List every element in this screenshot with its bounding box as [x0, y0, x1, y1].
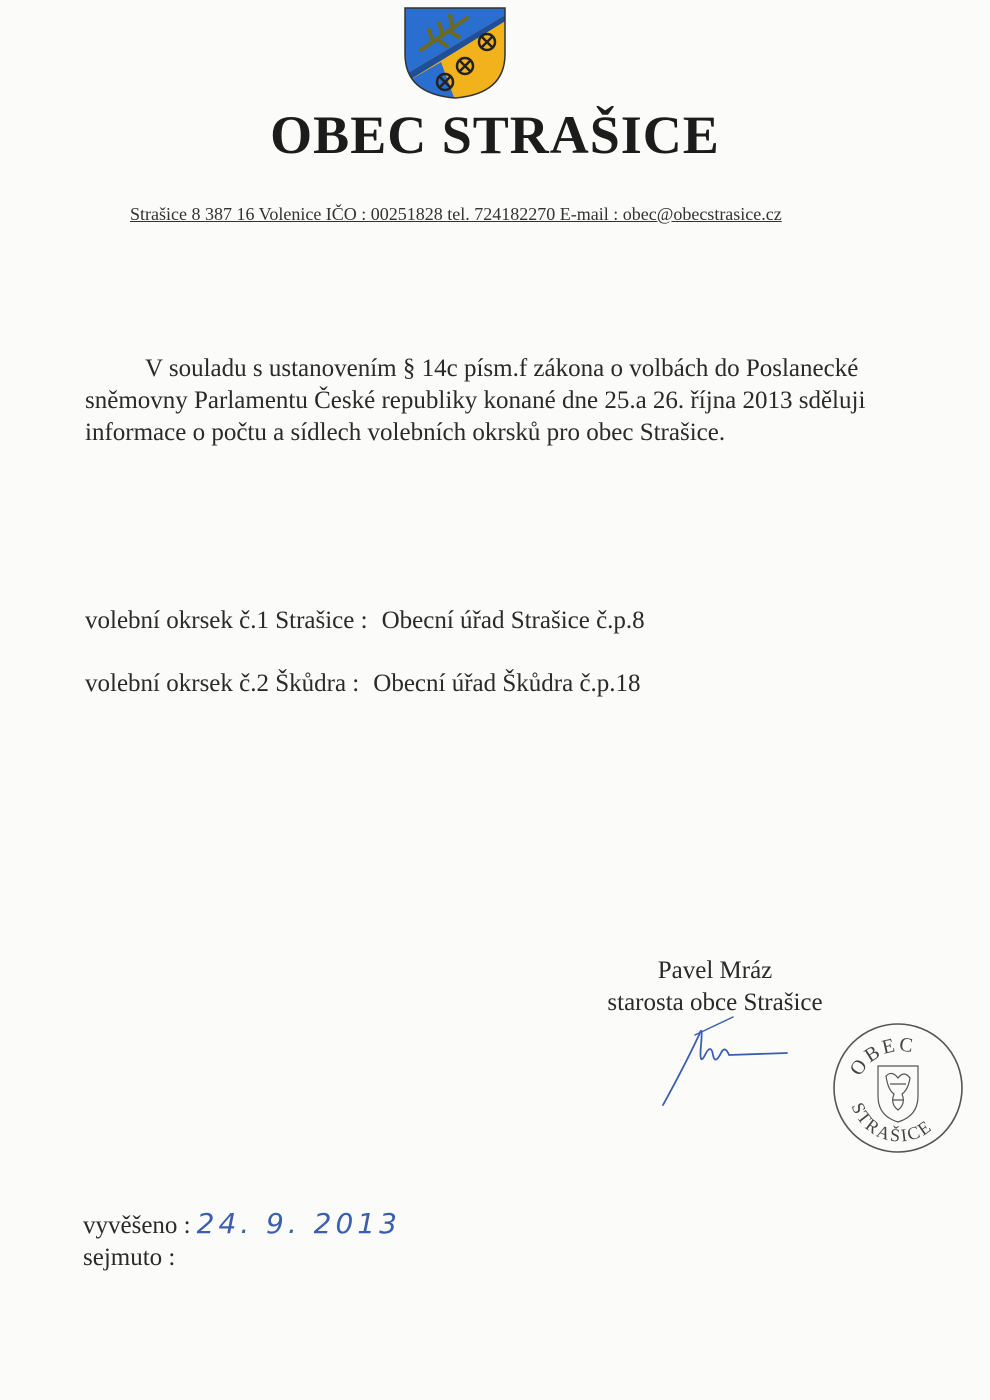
- posting-info: [83, 1208, 401, 1274]
- page-title: OBEC STRAŠICE: [270, 105, 720, 165]
- stamp-text-bottom: STRAŠICE: [847, 1099, 936, 1146]
- signer-name: Pavel Mráz: [657, 957, 773, 984]
- svg-text:STRAŠICE: [848, 1099, 936, 1145]
- signer-role: starosta obce Strašice: [607, 989, 823, 1016]
- posted-date: 24. 9. 2013: [196, 1207, 401, 1240]
- removed-label: sejmuto :: [83, 1244, 176, 1271]
- posted-row: [83, 1208, 401, 1242]
- village-coat-of-arms-icon: [403, 6, 507, 100]
- body-paragraph: [85, 353, 885, 449]
- handwritten-signature-icon: [655, 1015, 795, 1110]
- paragraph-text: V souladu s ustanovením § 14c písm.f zákona o volbách do Poslanecké sněmovny Parlamentu České republiky konané dne 25.a 26. října 2013 sděluji informace o počtu a sídlech volebních okrsků pro obec Strašice.: [85, 355, 866, 446]
- district-row: [85, 670, 641, 698]
- contact-line: Strašice 8 387 16 Volenice IČO : 00251828 tel. 724182270 E-mail : obec@obecstrasice.cz: [130, 204, 782, 224]
- round-official-stamp-icon: [828, 1020, 968, 1155]
- district-place: Obecní úřad Strašice č.p.8: [381, 607, 645, 634]
- district-row: [85, 607, 645, 635]
- district-label: volební okrsek č.1 Strašice :: [85, 607, 368, 634]
- district-place: Obecní úřad Škůdra č.p.18: [373, 670, 641, 697]
- stamp-text-top: OBEC: [845, 1033, 918, 1080]
- district-label: volební okrsek č.2 Škůdra :: [85, 670, 360, 697]
- posted-label: vyvěšeno :: [83, 1212, 191, 1239]
- signature-block: [595, 955, 835, 1019]
